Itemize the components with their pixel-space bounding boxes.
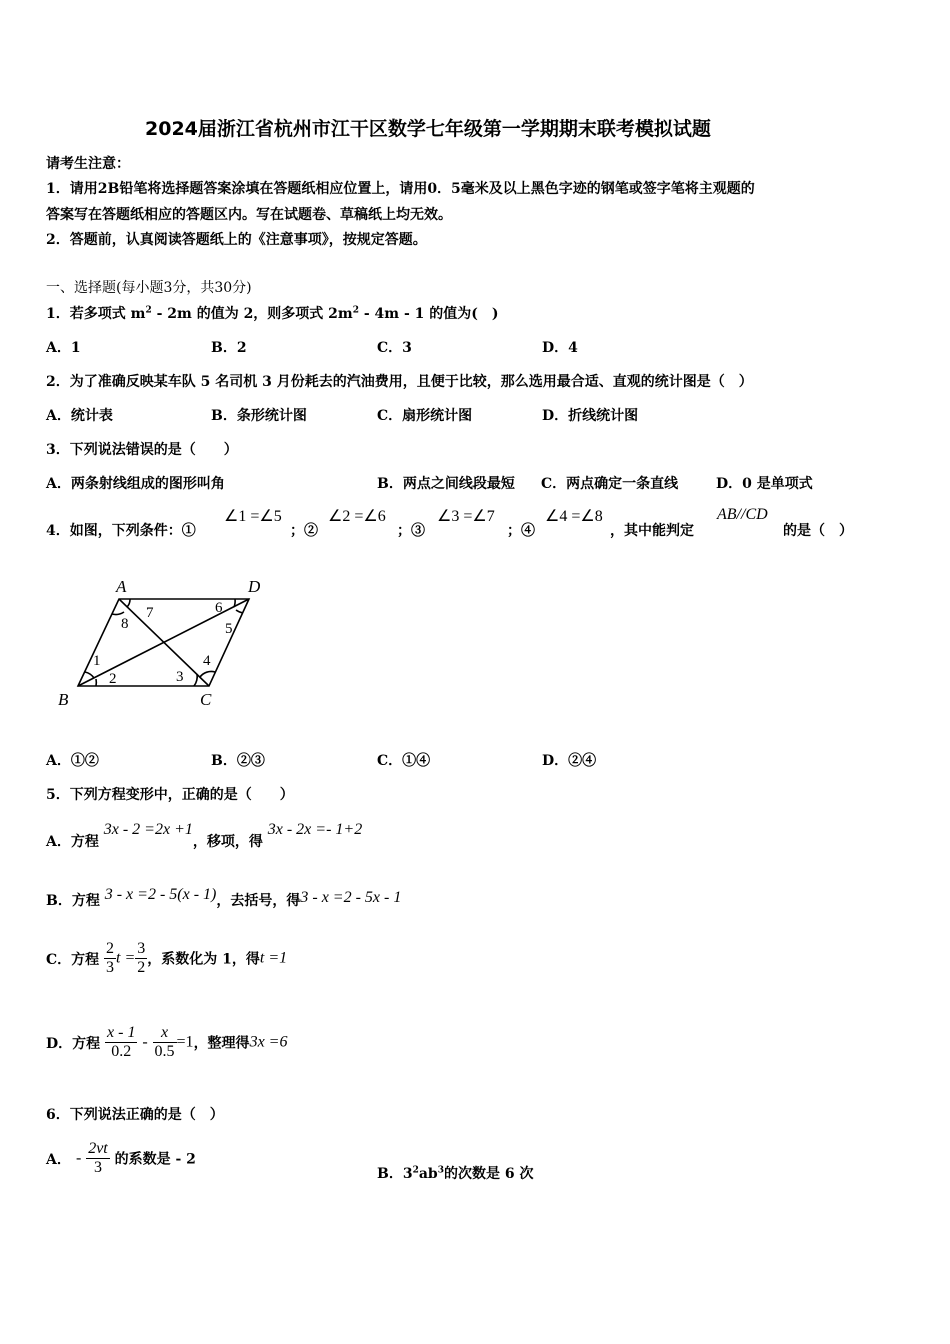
q4-sep-1: ；②	[290, 523, 318, 539]
notice-heading: 请考生注意：	[46, 156, 130, 172]
q4-sep-3: ；④	[507, 523, 535, 539]
q2-option-b[interactable]: B．条形统计图	[211, 408, 307, 424]
angle-5-label: 5	[225, 621, 233, 637]
q3-option-d[interactable]: D．0 是单项式	[716, 476, 813, 492]
notice-line-3: 2．答题前，认真阅读答题纸上的《注意事项》，按规定答题。	[46, 232, 427, 248]
q5-option-d[interactable]: D．方程 $\frac{x - 1}{0.2}$ - $\frac{x}{0.5}$ =1，整理得3x =6	[46, 1024, 288, 1060]
q5a-equation: 3x - 2 =2x +1	[103, 821, 193, 838]
q2-option-c[interactable]: C．扇形统计图	[377, 408, 473, 424]
q1-option-c[interactable]: C．3	[377, 340, 412, 356]
notice-line-1: 1．请用2B铅笔将选择题答案涂填在答题纸相应位置上，请用0．5毫米及以上黑色字迹的钢笔或签字笔将主观题的	[46, 181, 755, 197]
question-3: 3．下列说法错误的是（ ）	[46, 442, 238, 458]
q3-option-b[interactable]: B．两点之间线段最短	[377, 476, 515, 492]
q4-option-a[interactable]: A．①②	[46, 753, 99, 769]
q4-sep-2: ；③	[397, 523, 425, 539]
q4-condition-4: ∠4 =∠8	[545, 508, 603, 525]
q4-parallel: AB//CD	[717, 506, 768, 523]
q3-option-c[interactable]: C．两点确定一条直线	[541, 476, 679, 492]
q1-option-a[interactable]: A．1	[46, 340, 81, 356]
q5d-result: 3x =6	[249, 1033, 288, 1051]
q4-option-d[interactable]: D．②④	[542, 753, 597, 769]
q5b-result: 3 - x =2 - 5x - 1	[300, 889, 402, 906]
q5-option-a[interactable]: A．方程 3x - 2 =2x +1，移项，得 3x - 2x =- 1+2	[46, 821, 363, 850]
q1-option-d[interactable]: D．4	[542, 340, 578, 356]
q6-option-b[interactable]: B．$3^2ab^3$的次数是 6 次	[377, 1165, 534, 1182]
q4-condition-2: ∠2 =∠6	[328, 508, 386, 525]
q5b-equation: 3 - x =2 - 5(x - 1)	[104, 886, 217, 903]
angle-6-label: 6	[215, 600, 223, 616]
page-title: 2024届浙江省杭州市江干区数学七年级第一学期期末联考模拟试题	[145, 118, 711, 140]
angle-1-label: 1	[93, 653, 101, 669]
q4-condition-3: ∠3 =∠7	[437, 508, 495, 525]
question-6: 6．下列说法正确的是（ ）	[46, 1107, 224, 1123]
notice-line-2: 答案写在答题纸相应的答题区内。写在试题卷、草稿纸上均无效。	[46, 207, 452, 223]
q5-option-c[interactable]: C．方程 $\frac{2}{3}$ t = $\frac{3}{2}$ ，系数化为 1，得t =1	[46, 940, 288, 976]
q5a-result: 3x - 2x =- 1+2	[267, 821, 363, 838]
vertex-c-label: C	[200, 690, 212, 709]
q5-option-b[interactable]: B．方程 3 - x =2 - 5(x - 1)，去括号，得3 - x =2 - 5x - 1	[46, 886, 402, 909]
angle-8-label: 8	[121, 616, 129, 632]
angle-2-label: 2	[109, 671, 117, 687]
question-2: 2．为了准确反映某车队 5 名司机 3 月份耗去的汽油费用，且便于比较，那么选用最合适、直观的统计图是（ ）	[46, 374, 753, 390]
question-5: 5．下列方程变形中，正确的是（ ）	[46, 787, 294, 803]
q4-option-b[interactable]: B．②③	[211, 753, 265, 769]
q4-sep-4: ，其中能判定	[610, 523, 694, 539]
q4-condition-1: ∠1 =∠5	[224, 508, 282, 525]
q6-option-a[interactable]: A． - $\frac{2vt}{3}$ 的系数是 - 2	[46, 1140, 196, 1176]
q1-option-b[interactable]: B．2	[211, 340, 247, 356]
q4-option-c[interactable]: C．①④	[377, 753, 431, 769]
q4-parallelogram-figure	[50, 572, 280, 712]
q5c-result: t =1	[259, 949, 288, 967]
vertex-a-label: A	[116, 577, 127, 596]
q2-option-d[interactable]: D．折线统计图	[542, 408, 639, 424]
angle-3-label: 3	[176, 669, 184, 685]
section-heading: 一、选择题(每小题3分，共30分)	[46, 280, 252, 296]
q4-suffix: 的是（ ）	[783, 523, 853, 539]
vertex-b-label: B	[58, 690, 69, 709]
q2-option-a[interactable]: A．统计表	[46, 408, 113, 424]
question-1: 1．若多项式 $m^2 - 2m$ 的值为 2，则多项式 $2m^2 - 4m - 1$ 的值为( )	[46, 305, 499, 322]
q3-option-a[interactable]: A．两条射线组成的图形叫角	[46, 476, 225, 492]
vertex-d-label: D	[248, 577, 261, 596]
angle-4-label: 4	[203, 653, 211, 669]
q4-prefix: 4．如图，下列条件：①	[46, 523, 196, 539]
angle-7-label: 7	[146, 605, 154, 621]
